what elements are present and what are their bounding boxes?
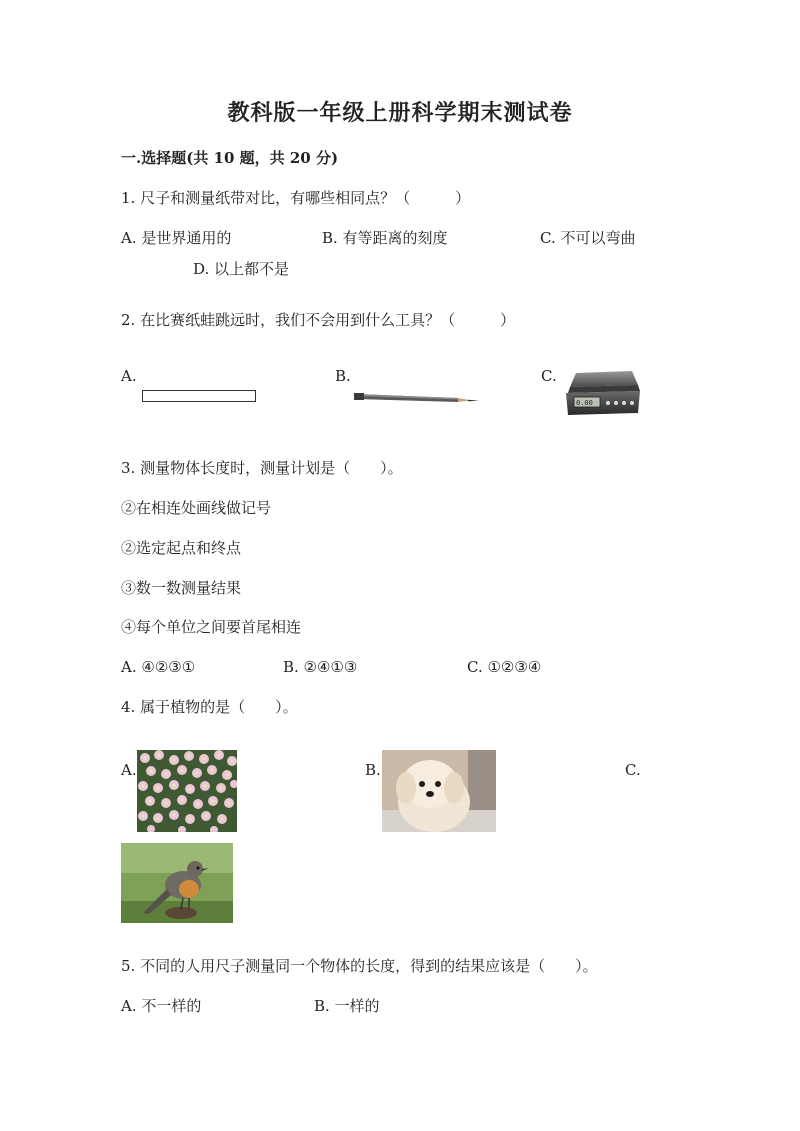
question-4-option-c: C. [625,761,641,779]
question-3-option-a: A. ④②③① [121,658,196,676]
question-2-stem: 2. 在比赛纸蛙跳远时，我们不会用到什么工具？（ ） [121,311,516,329]
question-1-option-a: A. 是世界通用的 [121,229,232,247]
question-5-option-b: B. 一样的 [314,997,380,1015]
section-heading: 一.选择题(共 10 题，共 20 分) [121,149,339,167]
question-2-option-c: C. [541,367,557,385]
question-3-option-c: C. ①②③④ [467,658,542,676]
question-3-step-4: ④每个单位之间要首尾相连 [121,618,302,636]
question-4-stem: 4. 属于植物的是（ ）。 [121,698,298,716]
question-3-option-b: B. ②④①③ [283,658,358,676]
pencil-image [352,388,480,406]
page-title: 教科版一年级上册科学期末测试卷 [227,100,573,126]
question-4-option-b: B. [365,761,381,779]
question-4-option-a: A. [121,761,137,779]
question-1-option-d: D. 以上都不是 [193,260,290,278]
question-3-step-3: ③数一数测量结果 [121,579,242,597]
question-3-step-2: ②选定起点和终点 [121,539,242,557]
question-1-option-b: B. 有等距离的刻度 [322,229,448,247]
question-1-stem: 1. 尺子和测量纸带对比，有哪些相同点？（ ） [121,189,471,207]
scale-display-readout: 0.00 [576,399,593,407]
question-1-option-c: C. 不可以弯曲 [540,229,636,247]
puppy-image [382,750,496,832]
flowers-image [137,750,237,832]
question-2-option-b: B. [335,367,351,385]
question-3-step-1: ②在相连处画线做记号 [121,499,272,517]
question-5-option-a: A. 不一样的 [121,997,202,1015]
bird-image [121,843,233,923]
question-2-option-a: A. [121,367,137,385]
electronic-scale-image [562,367,642,419]
paper-strip-image [142,390,256,402]
question-3-stem: 3. 测量物体长度时，测量计划是（ ）。 [121,459,403,477]
question-5-stem: 5. 不同的人用尺子测量同一个物体的长度，得到的结果应该是（ ）。 [121,957,598,975]
